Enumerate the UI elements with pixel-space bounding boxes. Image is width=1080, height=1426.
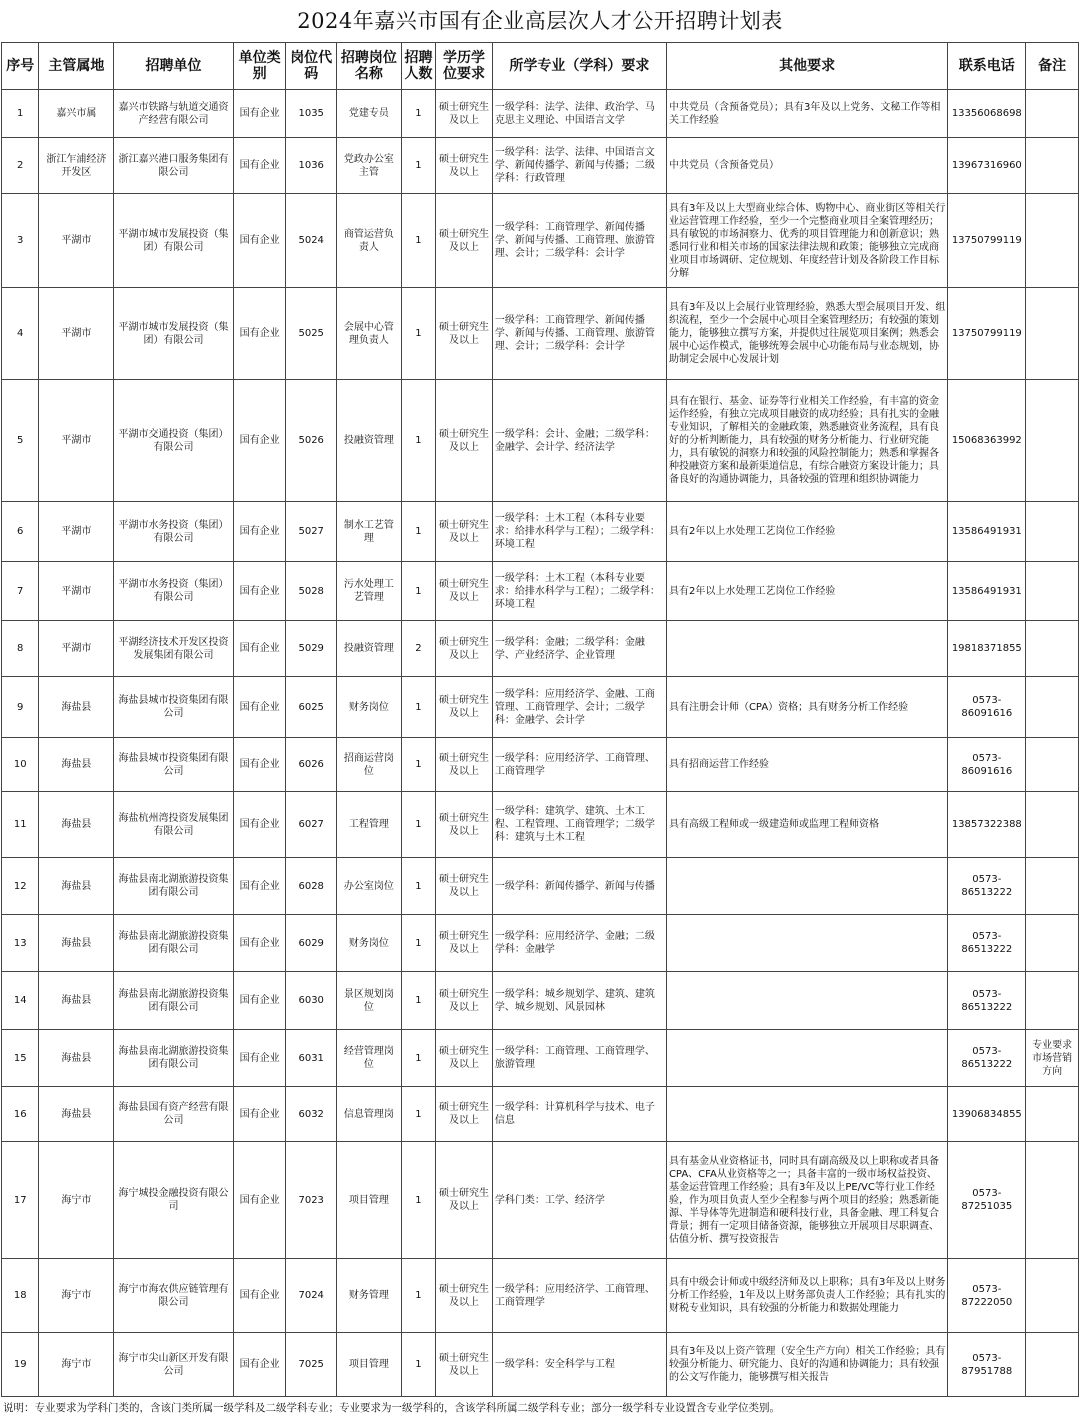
cell-position-code: 1036 [286,138,337,194]
cell-headcount: 2 [401,621,435,677]
table-row [2,1142,1079,1259]
cell-position-code: 7024 [286,1259,337,1333]
cell-phone: 13586491931 [948,562,1026,621]
cell-unit-type: 国有企业 [233,621,286,677]
cell-jurisdiction: 嘉兴市属 [39,90,114,138]
cell-employer: 平湖市水务投资（集团）有限公司 [114,502,233,562]
cell-remarks [1026,194,1079,288]
cell-education: 硕士研究生及以上 [436,1259,493,1333]
cell-position-name: 制水工艺管理 [337,502,402,562]
cell-other-requirements: 具有2年以上水处理工艺岗位工作经验 [666,562,947,621]
cell-major: 一级学科：安全科学与工程 [492,1333,666,1397]
cell-employer: 平湖市城市发展投资（集团）有限公司 [114,194,233,288]
cell-education: 硕士研究生及以上 [436,738,493,792]
cell-remarks [1026,90,1079,138]
cell-headcount: 1 [401,380,435,502]
table-row [2,792,1079,858]
cell-unit-type: 国有企业 [233,677,286,738]
cell-education: 硕士研究生及以上 [436,972,493,1030]
cell-major: 一级学科：土木工程（本科专业要求：给排水科学与工程）；二级学科：环境工程 [492,562,666,621]
cell-major: 一级学科：应用经济学、工商管理、工商管理学 [492,1259,666,1333]
cell-position-code: 6026 [286,738,337,792]
cell-position-code: 6031 [286,1030,337,1087]
cell-position-name: 工程管理 [337,792,402,858]
cell-unit-type: 国有企业 [233,972,286,1030]
cell-unit-type: 国有企业 [233,1142,286,1259]
header-unit-type: 单位类别 [233,43,286,90]
cell-remarks [1026,562,1079,621]
cell-phone: 13750799119 [948,288,1026,380]
cell-index: 9 [2,677,39,738]
cell-other-requirements: 具有中级会计师或中级经济师及以上职称；具有3年及以上财务分析工作经验，1年及以上财务部负责人工作经验；具有扎实的财税专业知识，具有较强的分析能力和数据处理能力 [666,1259,947,1333]
cell-other-requirements: 中共党员（含预备党员） [666,138,947,194]
cell-remarks [1026,1333,1079,1397]
cell-other-requirements [666,621,947,677]
cell-education: 硕士研究生及以上 [436,1142,493,1259]
cell-jurisdiction: 海宁市 [39,1259,114,1333]
cell-remarks [1026,288,1079,380]
cell-employer: 嘉兴市铁路与轨道交通资产经营有限公司 [114,90,233,138]
cell-phone: 13356068698 [948,90,1026,138]
cell-position-name: 财务岗位 [337,677,402,738]
cell-position-name: 会展中心管理负责人 [337,288,402,380]
cell-jurisdiction: 海盐县 [39,858,114,915]
cell-unit-type: 国有企业 [233,1087,286,1142]
cell-remarks [1026,738,1079,792]
table-row [2,1087,1079,1142]
footnote: 说明：专业要求为学科门类的，含该门类所属一级学科及二级学科专业；专业要求为一级学科的，含该学科所属二级学科专业；部分一级学科专业设置含专业学位类别。 [3,1402,780,1414]
cell-headcount: 1 [401,138,435,194]
table-row [2,288,1079,380]
cell-headcount: 1 [401,1087,435,1142]
table-row [2,1030,1079,1087]
cell-position-code: 5024 [286,194,337,288]
cell-jurisdiction: 浙江乍浦经济开发区 [39,138,114,194]
cell-other-requirements: 具有招商运营工作经验 [666,738,947,792]
cell-employer: 海盐县城市投资集团有限公司 [114,677,233,738]
cell-phone: 13586491931 [948,502,1026,562]
cell-headcount: 1 [401,972,435,1030]
cell-position-code: 7025 [286,1333,337,1397]
cell-unit-type: 国有企业 [233,194,286,288]
cell-remarks [1026,915,1079,972]
cell-headcount: 1 [401,915,435,972]
cell-phone: 0573-86513222 [948,1030,1026,1087]
cell-index: 2 [2,138,39,194]
cell-position-name: 财务岗位 [337,915,402,972]
cell-headcount: 1 [401,792,435,858]
cell-position-code: 6028 [286,858,337,915]
cell-position-code: 6032 [286,1087,337,1142]
table-row [2,738,1079,792]
cell-jurisdiction: 海盐县 [39,1087,114,1142]
cell-position-name: 项目管理 [337,1333,402,1397]
cell-remarks [1026,1142,1079,1259]
cell-phone: 0573-86091616 [948,677,1026,738]
cell-index: 6 [2,502,39,562]
cell-jurisdiction: 平湖市 [39,288,114,380]
cell-major: 一级学科：法学、法律、中国语言文学、新闻传播学、新闻与传播；二级学科：行政管理 [492,138,666,194]
page-title: 2024年嘉兴市国有企业高层次人才公开招聘计划表 [297,9,783,33]
cell-employer: 海盐县国有资产经营有限公司 [114,1087,233,1142]
cell-education: 硕士研究生及以上 [436,1333,493,1397]
table-row [2,858,1079,915]
cell-position-code: 5027 [286,502,337,562]
cell-education: 硕士研究生及以上 [436,1087,493,1142]
cell-index: 17 [2,1142,39,1259]
cell-employer: 海盐县南北湖旅游投资集团有限公司 [114,915,233,972]
table-header-row [2,43,1079,90]
cell-phone: 0573-86513222 [948,915,1026,972]
cell-remarks [1026,1087,1079,1142]
cell-position-code: 5029 [286,621,337,677]
cell-jurisdiction: 平湖市 [39,380,114,502]
cell-index: 14 [2,972,39,1030]
cell-education: 硕士研究生及以上 [436,677,493,738]
cell-major: 一级学科：金融；二级学科：金融学、产业经济学、企业管理 [492,621,666,677]
cell-jurisdiction: 海盐县 [39,972,114,1030]
cell-index: 4 [2,288,39,380]
table-row [2,915,1079,972]
header-phone: 联系电话 [948,43,1026,90]
cell-jurisdiction: 平湖市 [39,502,114,562]
cell-phone: 19818371855 [948,621,1026,677]
cell-index: 8 [2,621,39,677]
cell-employer: 平湖市水务投资（集团）有限公司 [114,562,233,621]
recruitment-table [1,42,1079,1397]
table-row [2,194,1079,288]
header-headcount: 招聘人数 [401,43,435,90]
cell-index: 10 [2,738,39,792]
cell-index: 18 [2,1259,39,1333]
cell-headcount: 1 [401,677,435,738]
cell-jurisdiction: 海盐县 [39,677,114,738]
cell-headcount: 1 [401,1333,435,1397]
cell-major: 一级学科：工商管理学、新闻传播学、新闻与传播、工商管理、旅游管理、会计；二级学科：会计学 [492,194,666,288]
cell-employer: 平湖市城市发展投资（集团）有限公司 [114,288,233,380]
cell-phone: 13906834855 [948,1087,1026,1142]
cell-remarks [1026,621,1079,677]
cell-employer: 海盐县南北湖旅游投资集团有限公司 [114,972,233,1030]
cell-unit-type: 国有企业 [233,502,286,562]
cell-phone: 13857322388 [948,792,1026,858]
cell-phone: 0573-86091616 [948,738,1026,792]
cell-phone: 0573-87251035 [948,1142,1026,1259]
cell-position-name: 投融资管理 [337,621,402,677]
cell-education: 硕士研究生及以上 [436,792,493,858]
cell-unit-type: 国有企业 [233,562,286,621]
cell-major: 一级学科：应用经济学、金融、工商管理、工商管理学、会计；二级学科：金融学、会计学 [492,677,666,738]
cell-index: 13 [2,915,39,972]
cell-position-name: 商管运营负责人 [337,194,402,288]
cell-index: 3 [2,194,39,288]
cell-other-requirements: 具有3年及以上会展行业管理经验，熟悉大型会展项目开发、组织流程，至少一个会展中心项目全案管理经历；有较强的策划能力，能够独立撰写方案，并提供过往展览项目案例；熟悉会展中心运作模式，能够统筹会展中心功能布局与业态规划，协助制定会展中心发展计划 [666,288,947,380]
cell-other-requirements [666,915,947,972]
cell-position-code: 6027 [286,792,337,858]
cell-other-requirements: 具有在银行、基金、证券等行业相关工作经验，有丰富的资金运作经验，有独立完成项目融资的成功经验；具有扎实的金融专业知识，了解相关的金融政策，熟悉融资业务流程，具有良好的分析判断能力，具有较强的财务分析能力、行业研究能力，具有敏锐的洞察力和较强的风险控制能力；熟悉和掌握各种投融资方案和最新渠道信息，有综合融资方案设计能力；具备良好的沟通协调能力，具备较强的管理和组织协调能力 [666,380,947,502]
table-row [2,621,1079,677]
cell-jurisdiction: 平湖市 [39,621,114,677]
cell-headcount: 1 [401,562,435,621]
table-row [2,380,1079,502]
cell-other-requirements: 具有注册会计师（CPA）资格；具有财务分析工作经验 [666,677,947,738]
cell-position-name: 办公室岗位 [337,858,402,915]
cell-education: 硕士研究生及以上 [436,915,493,972]
cell-index: 16 [2,1087,39,1142]
cell-employer: 海宁市尖山新区开发有限公司 [114,1333,233,1397]
cell-other-requirements [666,1087,947,1142]
cell-index: 5 [2,380,39,502]
cell-employer: 海盐县南北湖旅游投资集团有限公司 [114,1030,233,1087]
header-remarks: 备注 [1026,43,1079,90]
table-body [2,90,1079,1397]
cell-remarks [1026,1259,1079,1333]
cell-unit-type: 国有企业 [233,858,286,915]
cell-remarks [1026,792,1079,858]
table-row [2,90,1079,138]
cell-position-name: 党建专员 [337,90,402,138]
cell-other-requirements [666,858,947,915]
cell-headcount: 1 [401,194,435,288]
cell-headcount: 1 [401,90,435,138]
cell-education: 硕士研究生及以上 [436,1030,493,1087]
cell-headcount: 1 [401,1142,435,1259]
cell-index: 19 [2,1333,39,1397]
cell-employer: 平湖经济技术开发区投资发展集团有限公司 [114,621,233,677]
cell-remarks [1026,502,1079,562]
cell-headcount: 1 [401,858,435,915]
cell-education: 硕士研究生及以上 [436,858,493,915]
cell-education: 硕士研究生及以上 [436,194,493,288]
cell-education: 硕士研究生及以上 [436,288,493,380]
table-row [2,972,1079,1030]
cell-major: 一级学科：计算机科学与技术、电子信息 [492,1087,666,1142]
cell-position-name: 景区规划岗位 [337,972,402,1030]
table-row [2,1259,1079,1333]
cell-unit-type: 国有企业 [233,90,286,138]
table-row [2,677,1079,738]
cell-other-requirements [666,972,947,1030]
cell-headcount: 1 [401,738,435,792]
cell-unit-type: 国有企业 [233,288,286,380]
table-row [2,562,1079,621]
header-jurisdiction: 主管属地 [39,43,114,90]
cell-unit-type: 国有企业 [233,1333,286,1397]
cell-position-name: 信息管理岗 [337,1087,402,1142]
header-position-name: 招聘岗位名称 [337,43,402,90]
table-row [2,138,1079,194]
cell-major: 一级学科：应用经济学、工商管理、工商管理学 [492,738,666,792]
cell-employer: 海宁城投金融投资有限公司 [114,1142,233,1259]
header-education: 学历学位要求 [436,43,493,90]
cell-remarks [1026,858,1079,915]
cell-position-code: 5025 [286,288,337,380]
cell-position-code: 6025 [286,677,337,738]
cell-unit-type: 国有企业 [233,1030,286,1087]
cell-position-code: 6030 [286,972,337,1030]
cell-position-code: 1035 [286,90,337,138]
cell-unit-type: 国有企业 [233,1259,286,1333]
cell-position-code: 5026 [286,380,337,502]
header-position-code: 岗位代码 [286,43,337,90]
cell-jurisdiction: 海宁市 [39,1333,114,1397]
header-index: 序号 [2,43,39,90]
cell-education: 硕士研究生及以上 [436,90,493,138]
header-other-requirements: 其他要求 [666,43,947,90]
cell-position-name: 党政办公室主管 [337,138,402,194]
cell-phone: 0573-87222050 [948,1259,1026,1333]
cell-phone: 13750799119 [948,194,1026,288]
cell-major: 一级学科：工商管理、工商管理学、旅游管理 [492,1030,666,1087]
cell-major: 一级学科：应用经济学、金融；二级学科：金融学 [492,915,666,972]
cell-other-requirements: 具有3年及以上大型商业综合体、购物中心、商业街区等相关行业运营管理工作经验，至少一个完整商业项目全案管理经历；具有敏锐的市场洞察力、优秀的项目管理能力和创新意识；熟悉同行业和相关市场的国家法律法规和政策；能够独立完成商业项目市场调研、定位规划、年度经营计划及各阶段工作目标分解 [666,194,947,288]
cell-jurisdiction: 海宁市 [39,1142,114,1259]
cell-jurisdiction: 海盐县 [39,738,114,792]
cell-remarks [1026,972,1079,1030]
cell-index: 11 [2,792,39,858]
cell-index: 12 [2,858,39,915]
cell-other-requirements: 具有基金从业资格证书，同时具有副高级及以上职称或者具备CPA、CFA从业资格等之一；具备丰富的一级市场权益投资、基金运营管理工作经验；具有3年及以上PE/VC等行业工作经验，作为项目负责人至少全程参与两个项目的经验；熟悉新能源、半导体等先进制造和硬科技行业，具备金融、理工科复合背景；拥有一定项目储备资源，能够独立开展项目尽职调查、估值分析、撰写投资报告 [666,1142,947,1259]
cell-education: 硕士研究生及以上 [436,502,493,562]
header-employer: 招聘单位 [114,43,233,90]
cell-major: 一级学科：法学、法律、政治学、马克思主义理论、中国语言文学 [492,90,666,138]
cell-position-code: 6029 [286,915,337,972]
cell-phone: 0573-87951788 [948,1333,1026,1397]
cell-position-code: 7023 [286,1142,337,1259]
cell-remarks: 专业要求市场营销方向 [1026,1030,1079,1087]
cell-headcount: 1 [401,288,435,380]
cell-unit-type: 国有企业 [233,738,286,792]
cell-major: 学科门类：工学、经济学 [492,1142,666,1259]
cell-education: 硕士研究生及以上 [436,138,493,194]
cell-employer: 海盐县城市投资集团有限公司 [114,738,233,792]
cell-other-requirements: 具有2年以上水处理工艺岗位工作经验 [666,502,947,562]
cell-other-requirements: 具有3年及以上资产管理（安全生产方向）相关工作经验；具有较强分析能力、研究能力、良好的沟通和协调能力；具有较强的公文写作能力，能够撰写相关报告 [666,1333,947,1397]
cell-jurisdiction: 海盐县 [39,915,114,972]
cell-phone: 0573-86513222 [948,972,1026,1030]
cell-unit-type: 国有企业 [233,792,286,858]
cell-unit-type: 国有企业 [233,915,286,972]
cell-employer: 海盐县南北湖旅游投资集团有限公司 [114,858,233,915]
cell-position-name: 项目管理 [337,1142,402,1259]
cell-position-name: 经营管理岗位 [337,1030,402,1087]
cell-major: 一级学科：城乡规划学、建筑、建筑学、城乡规划、风景园林 [492,972,666,1030]
cell-remarks [1026,380,1079,502]
cell-position-name: 招商运营岗位 [337,738,402,792]
cell-jurisdiction: 海盐县 [39,792,114,858]
cell-position-name: 财务管理 [337,1259,402,1333]
cell-major: 一级学科：新闻传播学、新闻与传播 [492,858,666,915]
cell-position-code: 5028 [286,562,337,621]
cell-phone: 13967316960 [948,138,1026,194]
cell-index: 15 [2,1030,39,1087]
cell-major: 一级学科：工商管理学、新闻传播学、新闻与传播、工商管理、旅游管理、会计；二级学科：会计学 [492,288,666,380]
cell-unit-type: 国有企业 [233,380,286,502]
cell-phone: 0573-86513222 [948,858,1026,915]
cell-other-requirements: 具有高级工程师或一级建造师或监理工程师资格 [666,792,947,858]
cell-remarks [1026,677,1079,738]
table-row [2,502,1079,562]
cell-unit-type: 国有企业 [233,138,286,194]
header-major: 所学专业（学科）要求 [492,43,666,90]
cell-remarks [1026,138,1079,194]
cell-headcount: 1 [401,1030,435,1087]
cell-jurisdiction: 平湖市 [39,562,114,621]
cell-jurisdiction: 海盐县 [39,1030,114,1087]
cell-employer: 海宁市海农供应链管理有限公司 [114,1259,233,1333]
cell-education: 硕士研究生及以上 [436,621,493,677]
cell-major: 一级学科：土木工程（本科专业要求：给排水科学与工程）；二级学科：环境工程 [492,502,666,562]
cell-education: 硕士研究生及以上 [436,380,493,502]
cell-major: 一级学科：建筑学、建筑、土木工程、工程管理、工商管理学；二级学科：建筑与土木工程 [492,792,666,858]
cell-index: 7 [2,562,39,621]
cell-headcount: 1 [401,502,435,562]
cell-position-name: 投融资管理 [337,380,402,502]
cell-employer: 海盐杭州湾投资发展集团有限公司 [114,792,233,858]
cell-phone: 15068363992 [948,380,1026,502]
cell-major: 一级学科：会计、金融；二级学科：金融学、会计学、经济法学 [492,380,666,502]
cell-other-requirements [666,1030,947,1087]
cell-employer: 浙江嘉兴港口服务集团有限公司 [114,138,233,194]
cell-index: 1 [2,90,39,138]
cell-other-requirements: 中共党员（含预备党员）；具有3年及以上党务、文秘工作等相关工作经验 [666,90,947,138]
cell-position-name: 污水处理工艺管理 [337,562,402,621]
cell-headcount: 1 [401,1259,435,1333]
cell-employer: 平湖市交通投资（集团）有限公司 [114,380,233,502]
cell-jurisdiction: 平湖市 [39,194,114,288]
table-row [2,1333,1079,1397]
cell-education: 硕士研究生及以上 [436,562,493,621]
